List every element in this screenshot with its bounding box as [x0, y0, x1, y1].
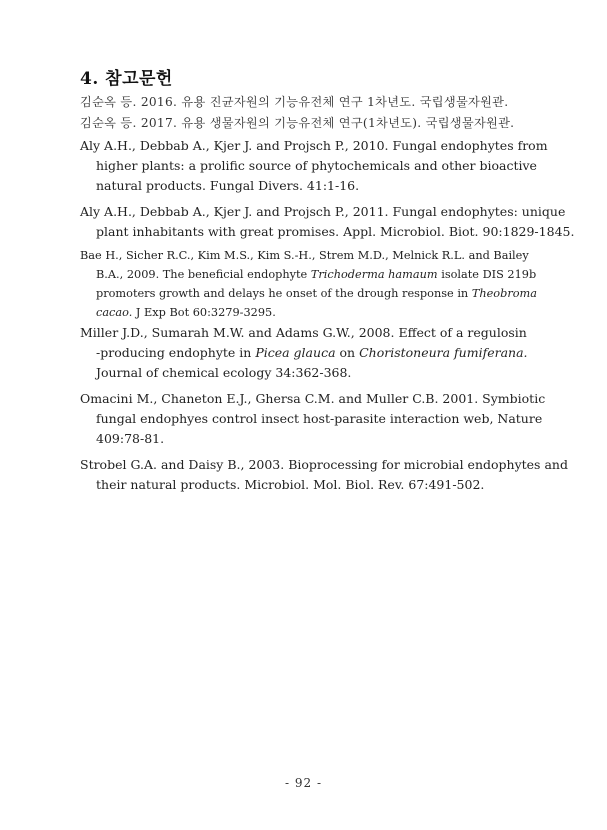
reference-line: Aly A.H., Debbab A., Kjer J. and Projsch P., 2011. Fungal endophytes: unique — [80, 204, 566, 219]
section-title: 4. 참고문헌 — [80, 69, 173, 89]
reference-aly-2011 — [80, 202, 575, 242]
reference-line: Miller J.D., Sumarah M.W. and Adams G.W., 2008. Effect of a regulosin — [80, 325, 527, 340]
reference-strobel-2003 — [80, 455, 568, 495]
reference-line: Bae H., Sicher R.C., Kim M.S., Kim S.-H., Strem M.D., Melnick R.L. and Bailey — [80, 249, 529, 262]
reference-text: J Exp Bot 60:3279-3295. — [135, 306, 276, 319]
reference-line: 409:78-81. — [96, 431, 165, 446]
reference-line: Journal of chemical ecology 34:362-368. — [96, 365, 352, 380]
reference-text: on — [339, 345, 356, 360]
reference-line: plant inhabitants with great promises. Appl. Microbiol. Biot. 90:1829-1845. — [96, 224, 575, 239]
reference-line: fungal endophyes control insect host-parasite interaction web, Nature — [96, 411, 543, 426]
page-number: - 92 - — [284, 776, 322, 790]
reference-line — [80, 284, 537, 303]
reference-line: Aly A.H., Debbab A., Kjer J. and Projsch P., 2010. Fungal endophytes from — [80, 138, 548, 153]
reference-line: higher plants: a prolific source of phytochemicals and other bioactive — [96, 158, 537, 173]
reference-text: isolate DIS 219b — [441, 268, 537, 281]
reference-line — [80, 343, 527, 363]
reference-bae-2009 — [80, 246, 537, 322]
reference-text: B.A., 2009. The beneficial endophyte — [96, 268, 308, 281]
reference-korean-1: 김순옥 등. 2016. 유용 진균자원의 기능유전체 연구 1차년도. 국립생물자원관. — [80, 95, 509, 109]
species-name: Trichoderma hamaum — [310, 268, 438, 281]
reference-text: -producing endophyte in — [96, 345, 252, 360]
reference-text: promoters growth and delays he onset of the drough response in — [96, 287, 469, 300]
species-name: cacao. — [96, 306, 133, 319]
reference-aly-2010 — [80, 136, 548, 196]
reference-korean-2: 김순옥 등. 2017. 유용 생물자원의 기능유전체 연구(1차년도). 국립생물자원관. — [80, 116, 515, 130]
reference-line: Omacini M., Chaneton E.J., Ghersa C.M. and Muller C.B. 2001. Symbiotic — [80, 391, 546, 406]
reference-omacini-2001 — [80, 389, 546, 449]
reference-line — [80, 265, 537, 284]
reference-miller-2008 — [80, 323, 527, 383]
species-name: Picea glauca — [255, 345, 336, 360]
reference-line: their natural products. Microbiol. Mol. Biol. Rev. 67:491-502. — [96, 477, 485, 492]
reference-line: natural products. Fungal Divers. 41:1-16. — [96, 178, 360, 193]
species-name: Choristoneura fumiferana. — [359, 345, 528, 360]
reference-line: Strobel G.A. and Daisy B., 2003. Bioprocessing for microbial endophytes and — [80, 457, 568, 472]
reference-line — [80, 303, 527, 322]
species-name: Theobroma — [471, 287, 537, 300]
